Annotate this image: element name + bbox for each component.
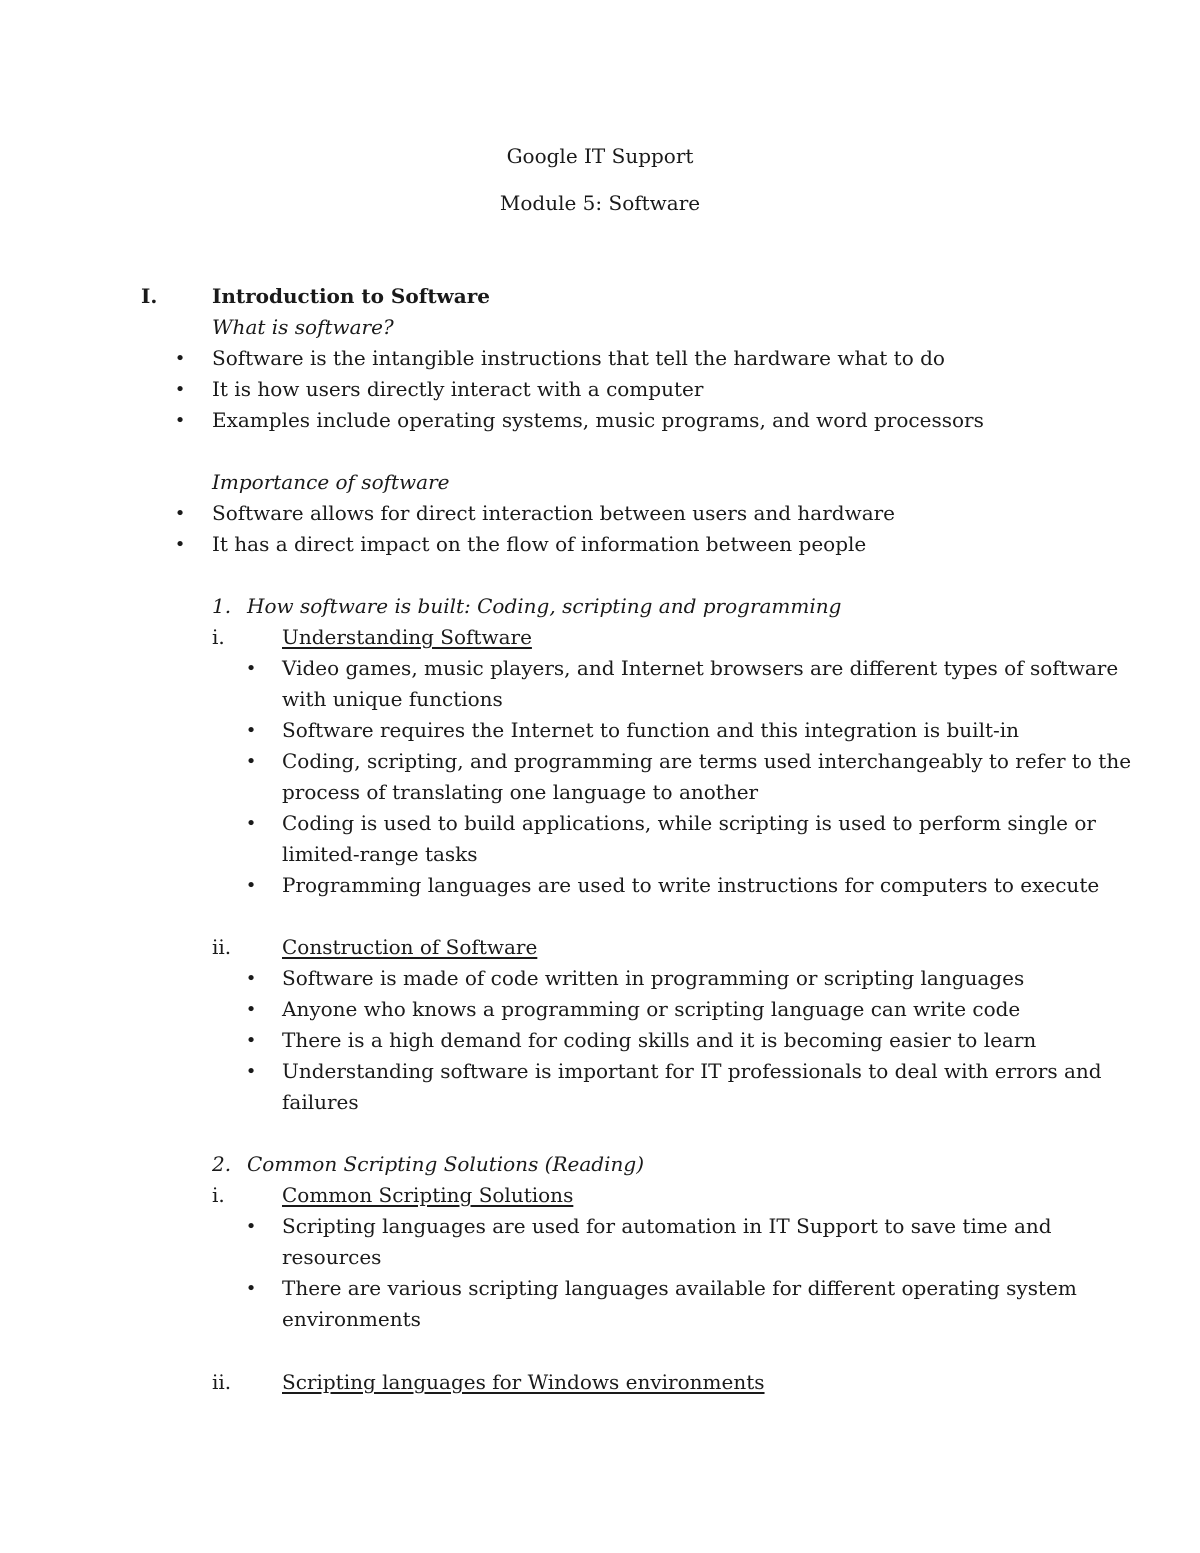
bullet-glyph: • bbox=[174, 410, 186, 431]
list-item: Software is made of code written in programming or scripting languages bbox=[282, 966, 1025, 990]
bullet-glyph: • bbox=[245, 1278, 257, 1299]
list-item: Software is the intangible instructions that tell the hardware what to do bbox=[212, 346, 945, 370]
list-item-continuation: resources bbox=[282, 1245, 382, 1269]
list-item: There are various scripting languages available for different operating system bbox=[282, 1276, 1077, 1300]
list-item: Understanding software is important for IT professionals to deal with errors and bbox=[282, 1059, 1102, 1083]
subsection-heading: Common Scripting Solutions bbox=[282, 1183, 574, 1207]
list-item: Coding, scripting, and programming are terms used interchangeably to refer to the bbox=[282, 749, 1132, 773]
list-item-continuation: environments bbox=[282, 1307, 421, 1331]
subsection-numeral: ii. bbox=[212, 1370, 232, 1394]
topic-number: 2. bbox=[212, 1152, 232, 1176]
bullet-glyph: • bbox=[174, 534, 186, 555]
subsection-numeral: ii. bbox=[212, 935, 232, 959]
list-item: Anyone who knows a programming or scripting language can write code bbox=[282, 997, 1021, 1021]
bullet-glyph: • bbox=[245, 1216, 257, 1237]
list-item: Examples include operating systems, music programs, and word processors bbox=[212, 408, 984, 432]
list-item: Scripting languages are used for automation in IT Support to save time and bbox=[282, 1214, 1052, 1238]
list-item: Video games, music players, and Internet browsers are different types of software bbox=[282, 656, 1119, 680]
list-item: It is how users directly interact with a computer bbox=[212, 377, 704, 401]
bullet-glyph: • bbox=[245, 1030, 257, 1051]
subsection-heading: Scripting languages for Windows environments bbox=[282, 1370, 765, 1394]
list-item: Software allows for direct interaction between users and hardware bbox=[212, 501, 896, 525]
topic-number: 1. bbox=[212, 594, 232, 618]
subsection-heading: Construction of Software bbox=[282, 935, 538, 959]
bullet-glyph: • bbox=[174, 348, 186, 369]
list-item: It has a direct impact on the flow of information between people bbox=[212, 532, 867, 556]
section-heading: Introduction to Software bbox=[212, 284, 490, 308]
topic-title: Common Scripting Solutions (Reading) bbox=[247, 1152, 644, 1176]
bullet-glyph: • bbox=[245, 813, 257, 834]
bullet-glyph: • bbox=[245, 658, 257, 679]
list-item-continuation: failures bbox=[282, 1090, 359, 1114]
subheading-importance: Importance of software bbox=[212, 470, 450, 494]
document-subtitle: Module 5: Software bbox=[499, 191, 701, 215]
list-item: There is a high demand for coding skills and it is becoming easier to learn bbox=[282, 1028, 1037, 1052]
subsection-heading: Understanding Software bbox=[282, 625, 532, 649]
bullet-glyph: • bbox=[245, 875, 257, 896]
bullet-glyph: • bbox=[174, 379, 186, 400]
list-item: Programming languages are used to write instructions for computers to execute bbox=[282, 873, 1100, 897]
subsection-numeral: i. bbox=[212, 625, 225, 649]
bullet-glyph: • bbox=[245, 720, 257, 741]
document-title: Google IT Support bbox=[506, 144, 694, 168]
bullet-glyph: • bbox=[245, 751, 257, 772]
subheading-what-is-software: What is software? bbox=[212, 315, 394, 339]
list-item-continuation: limited-range tasks bbox=[282, 842, 478, 866]
topic-title: How software is built: Coding, scripting and programming bbox=[247, 594, 842, 618]
section-numeral: I. bbox=[141, 284, 158, 308]
bullet-glyph: • bbox=[174, 503, 186, 524]
bullet-glyph: • bbox=[245, 999, 257, 1020]
list-item-continuation: process of translating one language to another bbox=[282, 780, 759, 804]
subsection-numeral: i. bbox=[212, 1183, 225, 1207]
list-item: Coding is used to build applications, while scripting is used to perform single or bbox=[282, 811, 1096, 835]
list-item-continuation: with unique functions bbox=[282, 687, 503, 711]
list-item: Software requires the Internet to function and this integration is built-in bbox=[282, 718, 1020, 742]
bullet-glyph: • bbox=[245, 1061, 257, 1082]
bullet-glyph: • bbox=[245, 968, 257, 989]
